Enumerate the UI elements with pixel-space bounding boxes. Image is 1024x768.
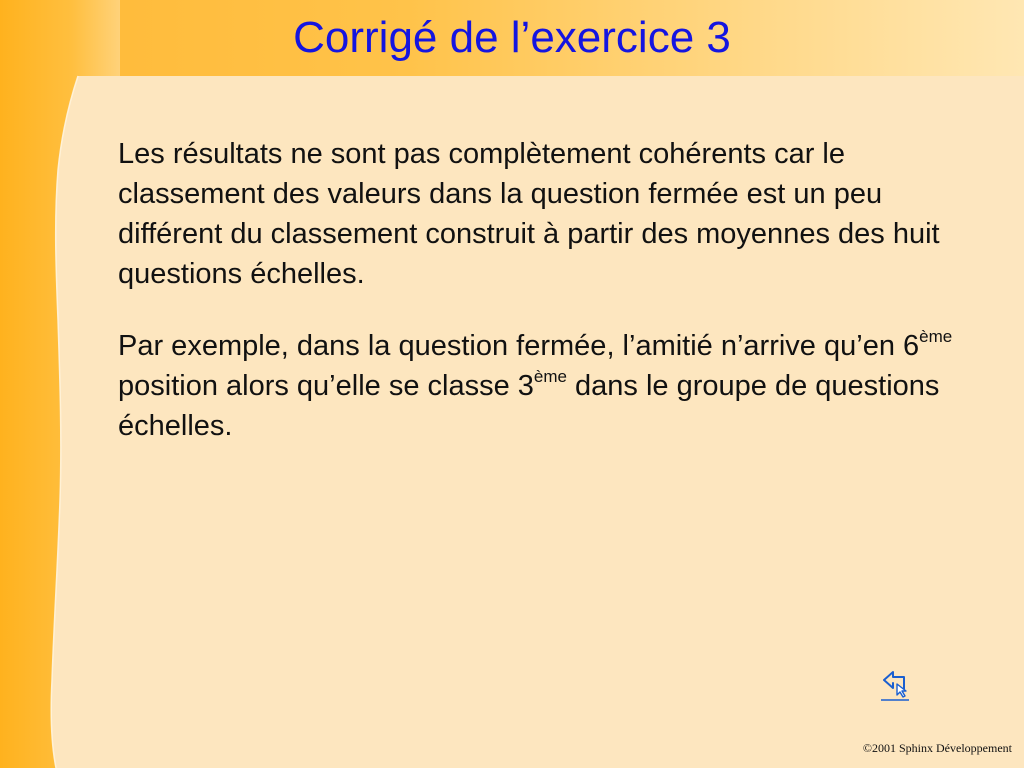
ordinal-suffix-2: ème	[533, 367, 567, 387]
paragraph-1: Les résultats ne sont pas complètement cohérents car le classement des valeurs dans la question fermée est un peu différent du classement construit à partir des moyennes des huit questions échelles.	[118, 138, 940, 290]
paragraph-2	[118, 326, 988, 446]
ordinal-suffix-1: ème	[919, 327, 953, 347]
slide-title: Corrigé de l’exercice 3	[293, 13, 731, 62]
return-arrow-icon	[878, 668, 912, 702]
footer-copyright: ©2001 Sphinx Développement	[862, 741, 1012, 755]
paragraph-2-part-2: position alors qu’elle se classe 3	[118, 370, 534, 402]
paragraph-2-part-3: dans le groupe de questions échelles.	[118, 370, 940, 442]
slide-body	[118, 134, 988, 478]
paragraph-2-part-1: Par exemple, dans la question fermée, l’amitié n’arrive qu’en 6	[118, 330, 920, 362]
left-decorative-band	[0, 0, 120, 768]
return-link[interactable]	[878, 668, 912, 702]
